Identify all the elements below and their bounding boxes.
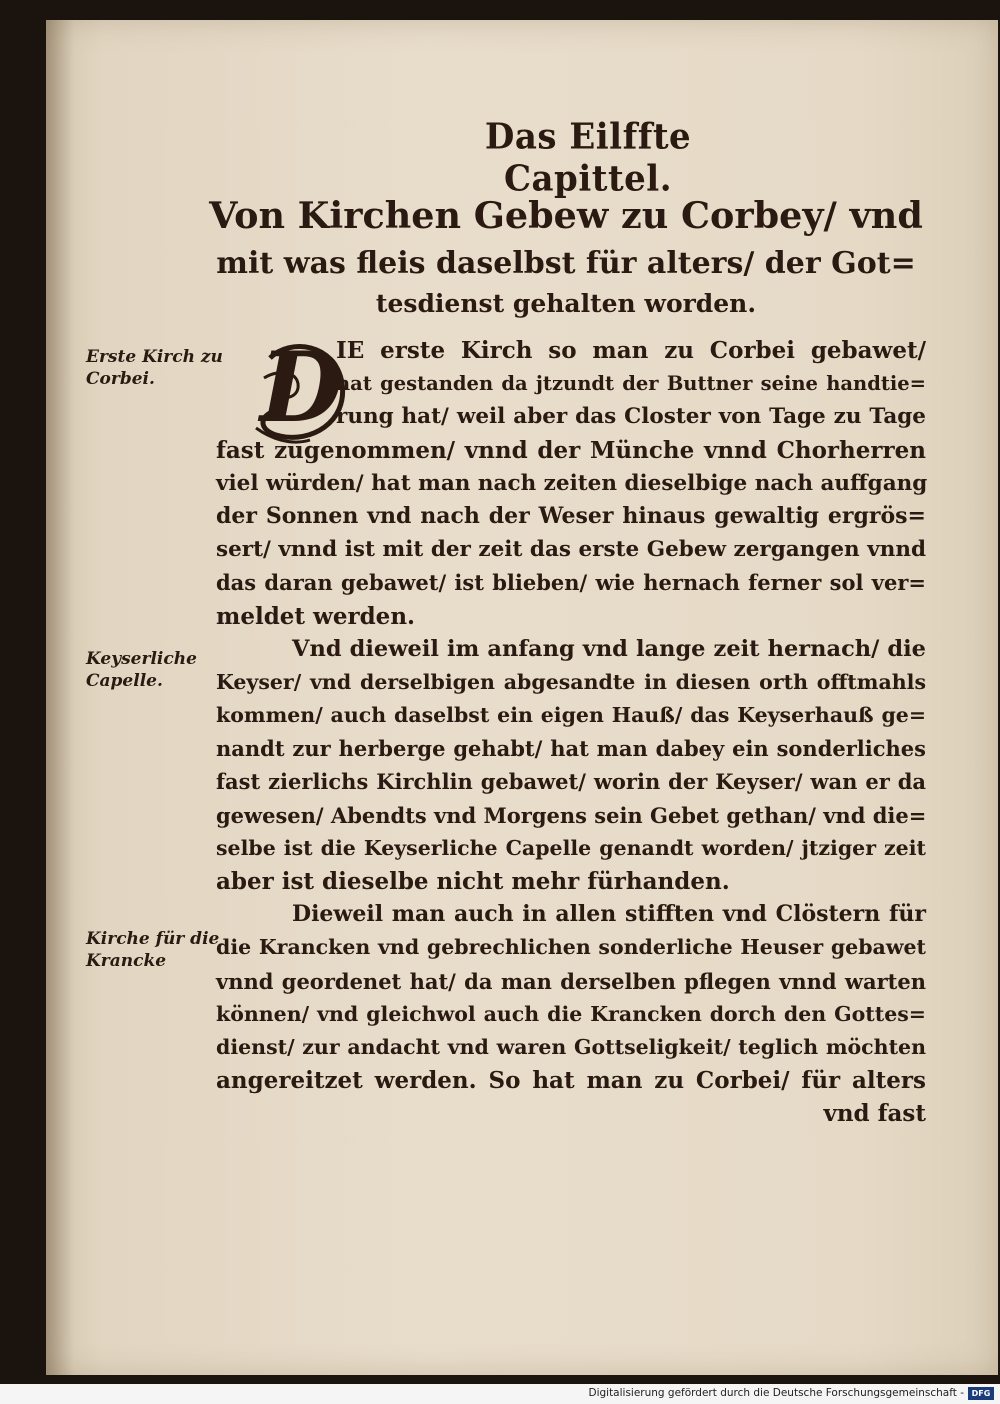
- text-line: fast zugenommen/ vnnd der Münche vnnd Chorherren: [216, 436, 926, 464]
- chapter-title: [206, 190, 926, 322]
- title-line: mit was fleis daselbst für alters/ der Got=: [216, 246, 916, 281]
- chapter-heading: Das Eilffte Capittel.: [484, 116, 692, 200]
- catchword: vnd fast: [823, 1100, 926, 1128]
- text-line: das daran gebawet/ ist blieben/ wie hernach ferner sol ver=: [216, 570, 926, 596]
- text-line: aber ist dieselbe nicht mehr fürhanden.: [216, 868, 730, 895]
- text-line: gewesen/ Abendts vnd Morgens sein Gebet gethan/ vnd die=: [216, 802, 927, 828]
- margin-note: Kirche für die Krancke: [86, 929, 220, 971]
- text-line: hat gestanden da jtzundt der Buttner seine handtie=: [336, 372, 926, 396]
- text-line: selbe ist die Keyserliche Capelle genandt worden/ jtziger zeit: [216, 835, 926, 860]
- text-line: rung hat/ weil aber das Closter von Tage zu Tage: [336, 404, 926, 430]
- text-line: sert/ vnnd ist mit der zeit das erste Gebew zergangen vnnd: [216, 537, 926, 563]
- margin-note: Erste Kirch zu Corbei.: [86, 347, 223, 389]
- text-line: Dieweil man auch in allen stifften vnd Clöstern für: [292, 901, 926, 928]
- text-line: nandt zur herberge gehabt/ hat man dabey ein sonderliches: [216, 736, 926, 762]
- body-text: [216, 331, 928, 1131]
- text-line: fast zierlichs Kirchlin gebawet/ worin der Keyser/ wan er da: [216, 769, 926, 795]
- funding-notice: Digitalisierung gefördert durch die Deutsche Forschungsgemeinschaft -: [588, 1387, 964, 1399]
- text-line: dienst/ zur andacht vnd waren Gottseligkeit/ teglich möchten: [216, 1034, 926, 1059]
- dfg-logo-icon: DFG: [968, 1387, 994, 1400]
- text-line: Vnd dieweil im anfang vnd lange zeit hernach/ die: [292, 635, 926, 662]
- text-line: meldet werden.: [216, 602, 416, 630]
- title-line: Von Kirchen Gebew zu Corbey/ vnd: [209, 194, 923, 237]
- text-line: kommen/ auch daselbst ein eigen Hauß/ das Keyserhauß ge=: [216, 703, 926, 728]
- text-line: vnnd geordenet hat/ da man derselben pflegen vnnd warten: [216, 968, 926, 994]
- digitization-footer: [0, 1384, 1000, 1404]
- text-line: IE erste Kirch so man zu Corbei gebawet/: [336, 337, 926, 364]
- drop-cap-letter: D: [260, 331, 344, 444]
- title-line: tesdienst gehalten worden.: [375, 289, 757, 318]
- text-line: können/ vnd gleichwol auch die Krancken dorch den Gottes=: [216, 1001, 926, 1026]
- text-line: viel würden/ hat man nach zeiten dieselbige nach auffgang: [216, 470, 928, 496]
- page-gutter-shadow: [46, 20, 74, 1375]
- text-line: der Sonnen vnd nach der Weser hinaus gewaltig ergrös=: [216, 502, 926, 529]
- margin-note: Keyserliche Capelle.: [86, 649, 197, 691]
- text-line: Keyser/ vnd derselbigen abgesandte in diesen orth offtmahls: [216, 669, 926, 694]
- text-line: angereitzet werden. So hat man zu Corbei/ für alters: [216, 1067, 926, 1095]
- text-line: die Krancken vnd gebrechlichen sonderliche Heuser gebawet: [216, 935, 926, 960]
